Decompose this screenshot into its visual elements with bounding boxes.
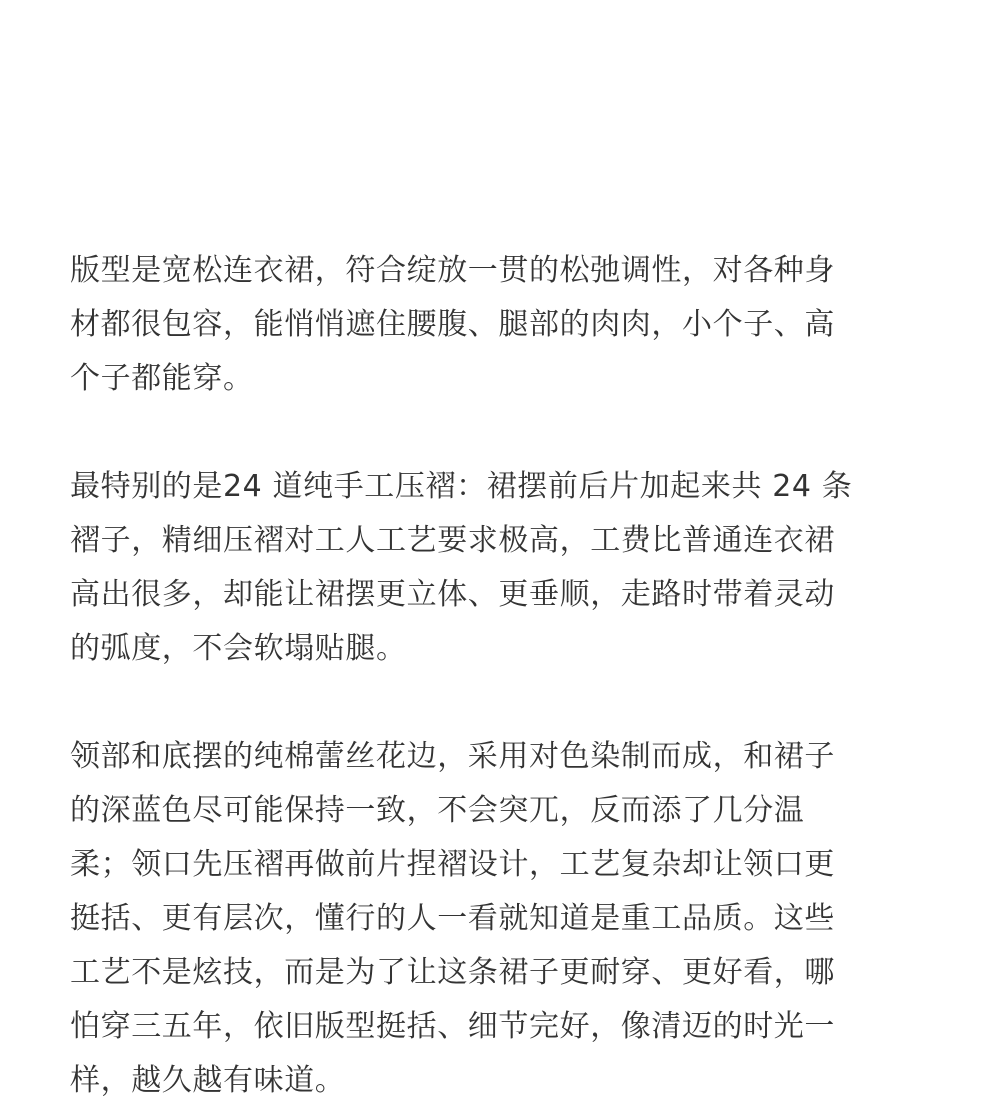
paragraph-lace-collar: 领部和底摆的纯棉蕾丝花边，采用对色染制而成，和裙子 的深蓝色尽可能保持一致，不会突兀，反而添了几分温 柔；领口先压褶再做前片捏褶设计，工艺复杂却让领口更 挺括、更有层次，懂行的人一看就知道是重工品质。这些 工艺不是炫技，而是为了让这条裙子更耐穿、更好看，哪 怕穿三五年，依旧版型挺括、细节完好，像清迈的时光一 样，越久越有味道。 bbox=[70, 739, 835, 1098]
paragraph-pleats: 最特别的是24 道纯手工压褶：裙摆前后片加起来共 24 条 褶子，精细压褶对工人工艺要求极高，工费比普通连衣裙 高出很多，却能让裙摆更立体、更垂顺，走路时带着灵动 的弧度，不会软塌贴腿。 bbox=[70, 469, 853, 666]
paragraph-fit: 版型是宽松连衣裙，符合绽放一贯的松弛调性，对各种身 材都很包容，能悄悄遮住腰腹、腿部的肉肉，小个子、高 个子都能穿。 bbox=[70, 253, 835, 396]
article-body bbox=[70, 244, 920, 1108]
